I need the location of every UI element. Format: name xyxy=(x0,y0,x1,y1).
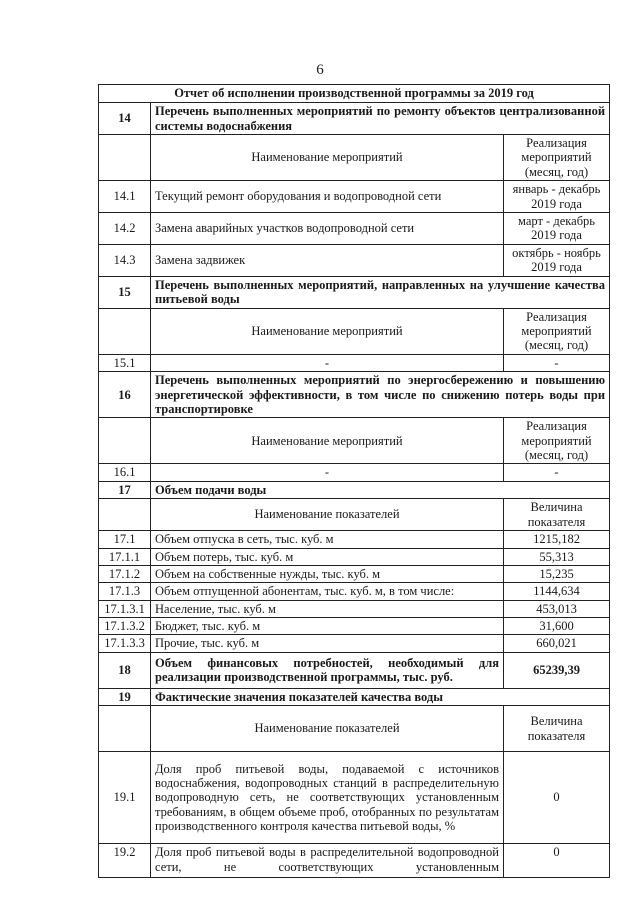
row-period: - xyxy=(504,464,610,481)
table-row xyxy=(99,464,610,481)
row-number: 17.1.3.2 xyxy=(99,618,151,635)
table-row xyxy=(99,618,610,635)
financial-needs-value: 65239,39 xyxy=(504,652,610,688)
table-row xyxy=(99,844,610,878)
row-number: 17.1 xyxy=(99,531,151,548)
table-row xyxy=(99,531,610,548)
row-period: январь - декабрь 2019 года xyxy=(504,181,610,213)
column-header-row xyxy=(99,135,610,181)
row-period: октябрь - ноябрь 2019 года xyxy=(504,244,610,276)
section-heading: Фактические значения показателей качества воды xyxy=(151,688,610,705)
row-value: 15,235 xyxy=(504,565,610,582)
table-row xyxy=(99,212,610,244)
row-number: 14.3 xyxy=(99,244,151,276)
section-header-row xyxy=(99,276,610,308)
row-number: 17.1.3 xyxy=(99,583,151,600)
row-name: Доля проб питьевой воды в распределительной водопроводной сети, не соответствующих установленным xyxy=(151,844,504,878)
row-value: 55,313 xyxy=(504,548,610,565)
section-header-row xyxy=(99,372,610,418)
section-number: 17 xyxy=(99,481,151,498)
row-name: Бюджет, тыс. куб. м xyxy=(151,618,504,635)
section-number: 14 xyxy=(99,103,151,135)
row-name: Замена аварийных участков водопроводной сети xyxy=(151,212,504,244)
table-row xyxy=(99,244,610,276)
table-row xyxy=(99,752,610,844)
column-header-name: Наименование мероприятий xyxy=(151,135,504,181)
column-header-name: Наименование показателей xyxy=(151,706,504,752)
row-value: 660,021 xyxy=(504,635,610,652)
column-header-period: Реализация мероприятий (месяц, год) xyxy=(504,135,610,181)
table-row xyxy=(99,548,610,565)
section-heading: Перечень выполненных мероприятий по ремонту объектов централизованной системы водоснабжения xyxy=(151,103,610,135)
column-header-name: Наименование мероприятий xyxy=(151,308,504,354)
section-number: 16 xyxy=(99,372,151,418)
column-header-row xyxy=(99,499,610,531)
row-period: - xyxy=(504,354,610,371)
row-number: 17.1.3.1 xyxy=(99,600,151,617)
column-header-row xyxy=(99,308,610,354)
table-row xyxy=(99,583,610,600)
empty-cell xyxy=(99,706,151,752)
row-number: 17.1.2 xyxy=(99,565,151,582)
row-name: Прочие, тыс. куб. м xyxy=(151,635,504,652)
row-period: март - декабрь 2019 года xyxy=(504,212,610,244)
row-value: 453,013 xyxy=(504,600,610,617)
row-value: 0 xyxy=(504,752,610,844)
row-number: 14.2 xyxy=(99,212,151,244)
section-heading: Объем финансовых потребностей, необходимый для реализации производственной программы, тыс. руб. xyxy=(151,652,504,688)
row-name: - xyxy=(151,464,504,481)
table-row xyxy=(99,600,610,617)
row-number: 16.1 xyxy=(99,464,151,481)
section-number: 19 xyxy=(99,688,151,705)
row-number: 19.2 xyxy=(99,844,151,878)
row-name: Население, тыс. куб. м xyxy=(151,600,504,617)
row-name: Замена задвижек xyxy=(151,244,504,276)
section-header-row xyxy=(99,103,610,135)
table-row xyxy=(99,354,610,371)
row-name: - xyxy=(151,354,504,371)
section-number: 15 xyxy=(99,276,151,308)
row-name: Объем на собственные нужды, тыс. куб. м xyxy=(151,565,504,582)
row-value: 31,600 xyxy=(504,618,610,635)
column-header-name: Наименование показателей xyxy=(151,499,504,531)
row-value: 1215,182 xyxy=(504,531,610,548)
column-header-row xyxy=(99,418,610,464)
row-number: 17.1.3.3 xyxy=(99,635,151,652)
row-name: Текущий ремонт оборудования и водопроводной сети xyxy=(151,181,504,213)
table-title: Отчет об исполнении производственной программы за 2019 год xyxy=(99,85,610,103)
column-header-name: Наименование мероприятий xyxy=(151,418,504,464)
table-row xyxy=(99,635,610,652)
empty-cell xyxy=(99,499,151,531)
section-header-row xyxy=(99,688,610,705)
empty-cell xyxy=(99,308,151,354)
empty-cell xyxy=(99,418,151,464)
row-name: Объем отпущенной абонентам, тыс. куб. м, в том числе: xyxy=(151,583,504,600)
column-header-value: Величина показателя xyxy=(504,706,610,752)
page-number: 6 xyxy=(316,62,324,78)
row-name: Объем потерь, тыс. куб. м xyxy=(151,548,504,565)
row-number: 14.1 xyxy=(99,181,151,213)
section-number: 18 xyxy=(99,652,151,688)
row-name: Объем отпуска в сеть, тыс. куб. м xyxy=(151,531,504,548)
section-heading: Объем подачи воды xyxy=(151,481,610,498)
column-header-row xyxy=(99,706,610,752)
table-row xyxy=(99,565,610,582)
section-header-row xyxy=(99,652,610,688)
column-header-period: Реализация мероприятий (месяц, год) xyxy=(504,418,610,464)
column-header-period: Реализация мероприятий (месяц, год) xyxy=(504,308,610,354)
row-number: 19.1 xyxy=(99,752,151,844)
table-title-row xyxy=(99,85,610,103)
section-heading: Перечень выполненных мероприятий по энергосбережению и повышению энергетической эффективности, в том числе по снижению потерь воды при транспортировке xyxy=(151,372,610,418)
section-header-row xyxy=(99,481,610,498)
section-heading: Перечень выполненных мероприятий, направленных на улучшение качества питьевой воды xyxy=(151,276,610,308)
row-number: 17.1.1 xyxy=(99,548,151,565)
table-row xyxy=(99,181,610,213)
column-header-value: Величина показателя xyxy=(504,499,610,531)
row-number: 15.1 xyxy=(99,354,151,371)
row-name: Доля проб питьевой воды, подаваемой с источников водоснабжения, водопроводных станций в распределительную водопроводную сеть, не соответствующих установленным требованиям, в общем объеме проб, отобранных по результатам производственного контроля качества питьевой воды, % xyxy=(151,752,504,844)
empty-cell xyxy=(99,135,151,181)
report-table xyxy=(98,84,610,878)
row-value: 1144,634 xyxy=(504,583,610,600)
row-value: 0 xyxy=(504,844,610,878)
